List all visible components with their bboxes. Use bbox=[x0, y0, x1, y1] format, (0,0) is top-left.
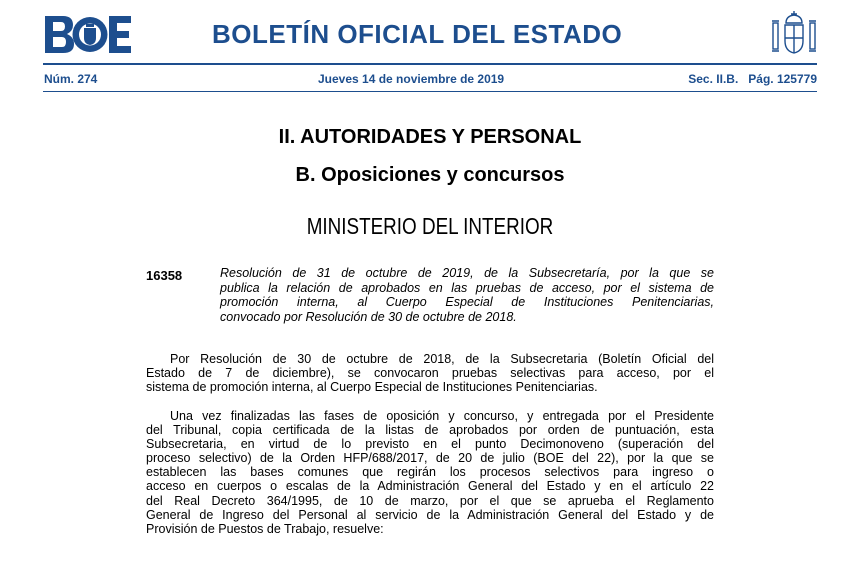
resolution-line: promoción interna, al Cuerpo Especial de Instituciones Penitenciarias, bbox=[220, 295, 714, 309]
body-paragraph-2 bbox=[146, 409, 714, 536]
body-line: establecen las bases comunes que regirán los procesos selectivos para ingreso o bbox=[146, 465, 714, 480]
body-paragraph-1 bbox=[146, 352, 714, 394]
resolution-line: convocado por Resolución de 30 de octubre de 2018. bbox=[220, 309, 517, 324]
body-line: del Real Decreto 364/1995, de 10 de marzo, por el que se aprueba el Reglamento bbox=[146, 493, 714, 508]
body-line: Provisión de Puestos de Trabajo, resuelve: bbox=[146, 521, 384, 536]
resolution-summary bbox=[220, 266, 714, 324]
ministry-heading: MINISTERIO DEL INTERIOR bbox=[306, 213, 554, 239]
issue-number: Núm. 274 bbox=[44, 72, 98, 86]
bulletin-title: BOLETÍN OFICIAL DEL ESTADO bbox=[212, 19, 623, 49]
body-line: General de Ingreso del Personal al servicio de la Administración General del Estado y de bbox=[146, 507, 714, 522]
body-line: del Tribunal, copia certificada de la listas de aprobados por orden de puntuación, esta bbox=[146, 423, 714, 438]
body-line: Una vez finalizadas las fases de oposición y concurso, y entregada por el Presidente bbox=[170, 409, 714, 423]
section-subheading: B. Oposiciones y concursos bbox=[295, 164, 565, 186]
section-heading: II. AUTORIDADES Y PERSONAL bbox=[278, 126, 582, 148]
body-line: Estado de 7 de diciembre), se convocaron pruebas selectivas para acceso, por el bbox=[146, 366, 714, 381]
header-rule-bottom bbox=[43, 91, 817, 92]
body-line: sistema de promoción interna, al Cuerpo Especial de Instituciones Penitenciarias. bbox=[146, 380, 598, 395]
body-line: Por Resolución de 30 de octubre de 2018, de la Subsecretaria (Boletín Oficial del bbox=[170, 352, 714, 366]
resolution-line: publica la relación de aprobados en las pruebas de acceso, por el sistema de bbox=[220, 280, 714, 295]
body-line: Subsecretaria, en virtud de lo previsto en el punto Decimonoveno (superación del bbox=[146, 437, 714, 452]
boe-logo-icon bbox=[45, 16, 131, 53]
resolution-number: 16358 bbox=[146, 268, 183, 283]
coat-of-arms-icon bbox=[771, 11, 817, 57]
body-line: acceso en cuerpos o escalas de la Administración General del Estado y en el artículo 22 bbox=[146, 479, 714, 494]
section-page: Sec. II.B. Pág. 125779 bbox=[688, 72, 817, 86]
body-line: proceso selectivo) de la Orden HFP/688/2017, de 20 de julio (BOE del 22), por la que se bbox=[146, 451, 714, 466]
header-rule-top bbox=[43, 63, 817, 65]
issue-date: Jueves 14 de noviembre de 2019 bbox=[318, 72, 505, 86]
resolution-line: Resolución de 31 de octubre de 2019, de la Subsecretaría, por la que se bbox=[220, 266, 714, 280]
